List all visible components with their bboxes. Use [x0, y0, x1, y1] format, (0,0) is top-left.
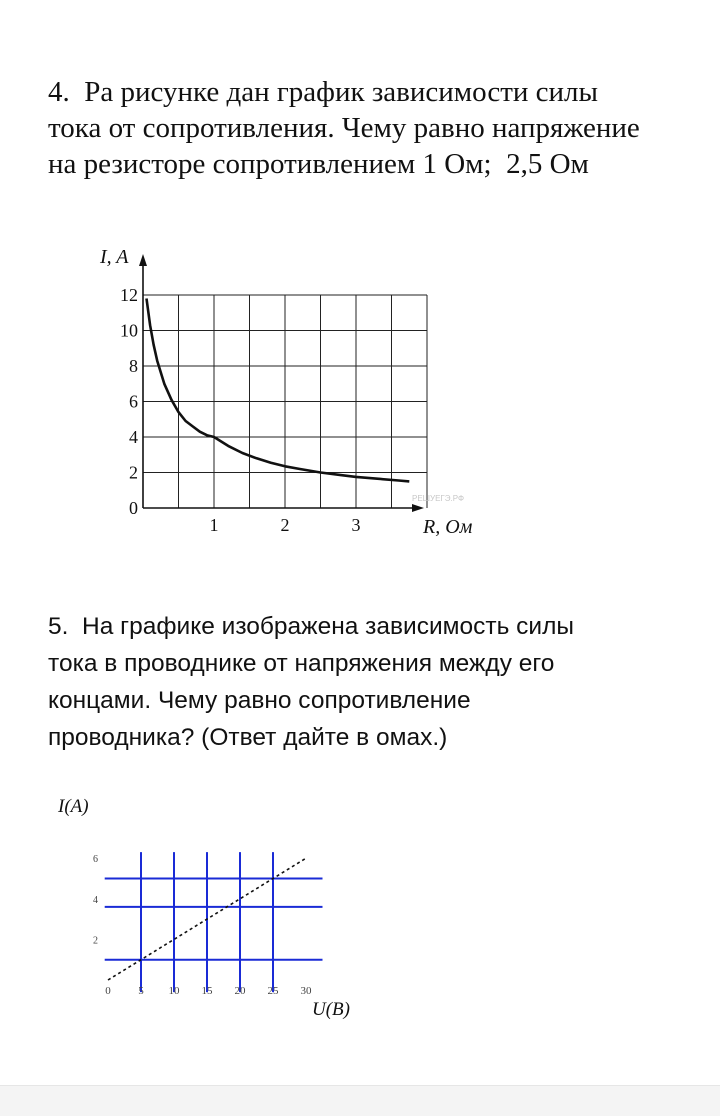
chart1-x-tick-label: 2: [280, 515, 290, 535]
chart1-axes: [139, 254, 424, 512]
chart1-x-axis-label: R, Ом: [423, 516, 473, 538]
chart2-x-tick-label: 10: [168, 985, 180, 997]
question-5-text: [48, 608, 688, 756]
chart1-y-axis-label: I, A: [100, 246, 129, 268]
chart1-series: [147, 299, 410, 482]
chart2-x-tick-label: 15: [201, 985, 213, 997]
chart2-x-axis-label: U(B): [312, 999, 350, 1020]
chart1-y-tick-label: 10: [120, 320, 138, 341]
page-footer-band: [0, 1085, 720, 1116]
current-vs-resistance-chart: [90, 240, 510, 550]
chart1-grid: [143, 295, 427, 508]
question-5-line-1: 5. На графике изображена зависимость силы: [48, 613, 575, 640]
chart2-y-tick-label: 4: [93, 894, 98, 906]
chart1-y-tick-label: 0: [129, 498, 138, 518]
chart1-x-tick-label: 1: [209, 515, 219, 535]
chart1-x-axis-arrow: [412, 504, 424, 512]
chart1-y-tick-label: 2: [129, 462, 138, 483]
chart1-y-tick-label: 6: [129, 391, 138, 412]
current-vs-voltage-chart: [50, 790, 380, 1025]
chart1-y-axis-arrow: [139, 254, 147, 266]
question-4-text: [48, 74, 698, 182]
chart1-curve: [147, 299, 410, 482]
chart1-y-tick-label: 4: [129, 427, 138, 447]
question-4-line-3: на резисторе сопротивлением 1 Ом; 2,5 Ом: [48, 148, 589, 180]
chart2-y-tick-label: 6: [93, 854, 98, 866]
chart2-x-tick-label: 30: [300, 985, 312, 997]
chart1-watermark: РЕШУЕГЭ.РФ: [412, 494, 465, 503]
question-5-line-4: проводника? (Ответ дайте в омах.): [48, 724, 448, 751]
chart1-x-tick-label: 3: [351, 515, 361, 535]
chart2-x-tick-label: 0: [105, 985, 111, 997]
chart2-x-tick-label: 20: [234, 985, 246, 997]
chart2-grid: [105, 852, 323, 992]
chart1-y-tick-label: 12: [120, 285, 138, 305]
chart2-x-tick-label: 5: [138, 985, 144, 997]
question-5-line-2: тока в проводнике от напряжения между его: [48, 650, 555, 677]
chart2-y-axis-label: I(A): [58, 796, 89, 817]
chart1-y-tick-label: 8: [129, 356, 138, 376]
chart2-y-tick-label: 2: [93, 935, 98, 947]
question-5-line-3: концами. Чему равно сопротивление: [48, 687, 471, 714]
question-4-line-2: тока от сопротивления. Чему равно напряжение: [48, 112, 640, 144]
chart2-x-tick-label: 25: [267, 985, 279, 997]
question-4-line-1: 4. Ра рисунке дан график зависимости силы: [48, 76, 598, 108]
chart1-tick-labels: [120, 285, 361, 535]
